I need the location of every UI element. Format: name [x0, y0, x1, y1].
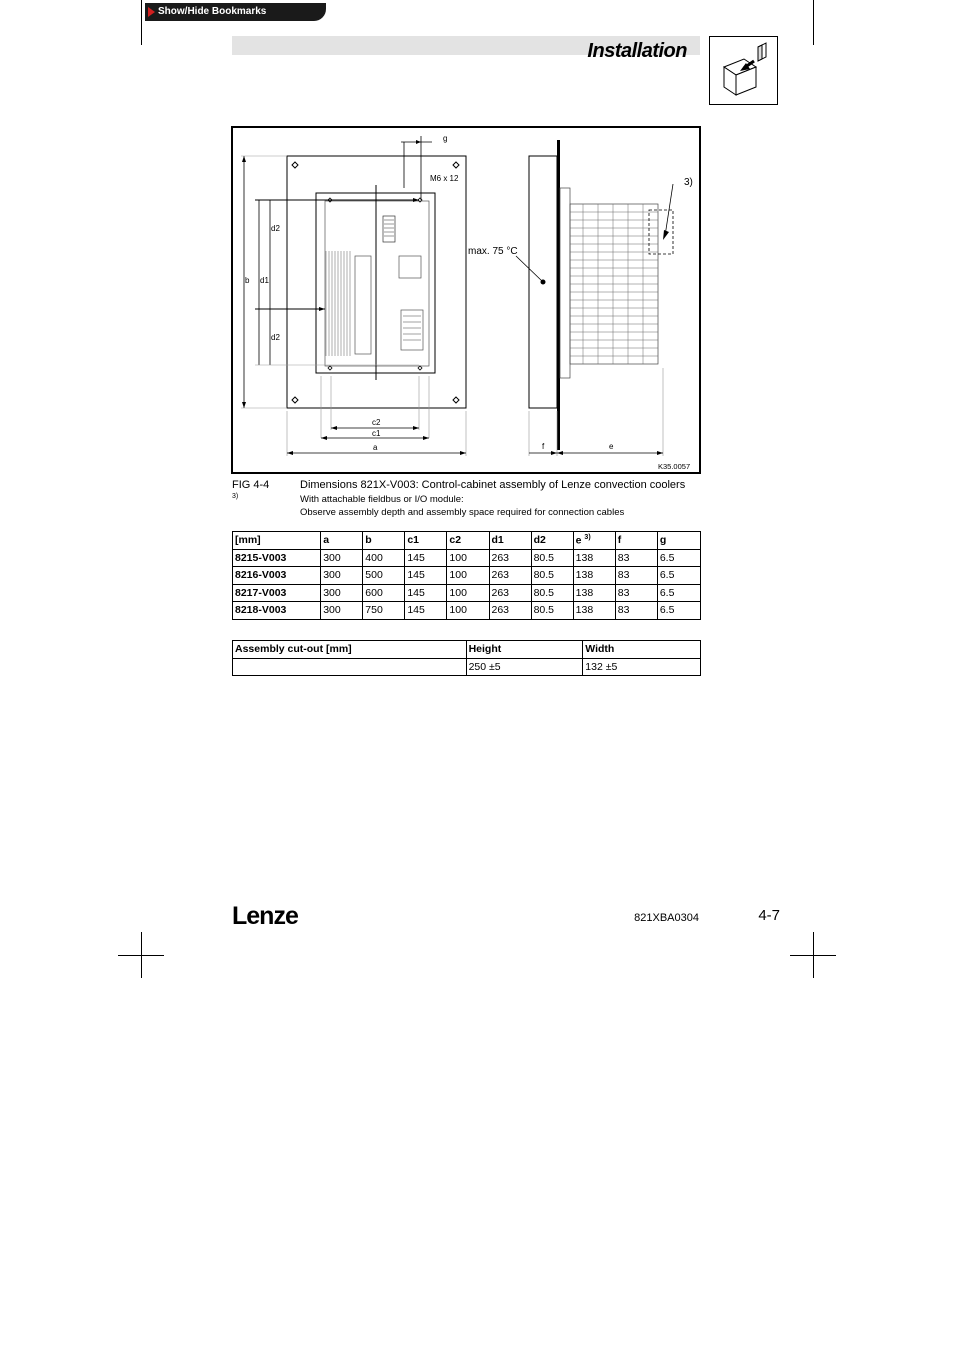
- column-header: Width: [583, 641, 701, 659]
- cutout-table: [232, 640, 701, 676]
- table-cell: 600: [363, 584, 405, 602]
- arrow-right-icon: [148, 7, 155, 17]
- crop-mark: [141, 0, 142, 45]
- column-header: Height: [466, 641, 583, 659]
- table-cell: 145: [405, 567, 447, 585]
- figure-number: FIG 4-4: [232, 479, 270, 491]
- crop-mark: [790, 955, 836, 956]
- table-cell: 263: [489, 567, 531, 585]
- table-cell: 100: [447, 549, 489, 567]
- table-header-row: [233, 532, 701, 550]
- crop-mark: [118, 955, 164, 956]
- table-cell: 300: [321, 602, 363, 620]
- table-cell: 100: [447, 567, 489, 585]
- show-hide-bookmarks-button[interactable]: [145, 3, 326, 21]
- table-cell: 145: [405, 584, 447, 602]
- table-cell: 80.5: [531, 567, 573, 585]
- table-row: [233, 567, 701, 585]
- table-cell: 83: [615, 602, 657, 620]
- table-cell: 80.5: [531, 602, 573, 620]
- page-title: Installation: [587, 40, 687, 62]
- table-cell: 300: [321, 567, 363, 585]
- row-header: 8216-V003: [233, 567, 321, 585]
- table-cell: 300: [321, 549, 363, 567]
- table-cell: 6.5: [657, 549, 700, 567]
- table-cell: 80.5: [531, 584, 573, 602]
- table-header-row: [233, 641, 701, 659]
- table-cell: 100: [447, 602, 489, 620]
- table-row: [233, 658, 701, 676]
- footnote-marker: 3): [232, 493, 239, 500]
- table-row: [233, 549, 701, 567]
- table-cell: 145: [405, 549, 447, 567]
- table-cell: 100: [447, 584, 489, 602]
- table-cell: 145: [405, 602, 447, 620]
- label-f: f: [542, 442, 545, 451]
- table-cell: 250 ±5: [466, 658, 583, 676]
- table-cell: 83: [615, 567, 657, 585]
- table-cell: 138: [573, 549, 615, 567]
- label-e: e: [609, 442, 614, 451]
- table-cell: 83: [615, 584, 657, 602]
- table-cell: 263: [489, 549, 531, 567]
- table-cell: 83: [615, 549, 657, 567]
- table-cell: 138: [573, 602, 615, 620]
- column-header: [mm]: [233, 532, 321, 550]
- footnote-line-2: Observe assembly depth and assembly space required for connection cables: [300, 507, 625, 518]
- label-a: a: [373, 443, 378, 452]
- table-cell: 263: [489, 584, 531, 602]
- table-cell: 138: [573, 567, 615, 585]
- column-header: f: [615, 532, 657, 550]
- column-header: c1: [405, 532, 447, 550]
- table-cell: 138: [573, 584, 615, 602]
- label-d2-top: d2: [271, 224, 280, 233]
- column-header: g: [657, 532, 700, 550]
- table-cell: 300: [321, 584, 363, 602]
- table-row: [233, 602, 701, 620]
- table-cell: [233, 658, 467, 676]
- label-max-temp: max. 75 °C: [468, 246, 518, 257]
- lenze-logo: Lenze: [232, 902, 298, 930]
- drawing-ref: K35.0057: [658, 462, 691, 471]
- row-header: 8217-V003: [233, 584, 321, 602]
- dimensions-table: [232, 531, 701, 620]
- row-header: 8218-V003: [233, 602, 321, 620]
- row-header: 8215-V003: [233, 549, 321, 567]
- table-cell: 400: [363, 549, 405, 567]
- table-cell: 80.5: [531, 549, 573, 567]
- table-cell: 500: [363, 567, 405, 585]
- figure-title: Dimensions 821X-V003: Control-cabinet assembly of Lenze convection coolers: [300, 479, 686, 491]
- column-header: b: [363, 532, 405, 550]
- table-cell: 132 ±5: [583, 658, 701, 676]
- table-cell: 750: [363, 602, 405, 620]
- document-code: 821XBA0304: [634, 912, 699, 924]
- label-d1: d1: [260, 276, 269, 285]
- footnote-line-1: With attachable fieldbus or I/O module:: [300, 494, 464, 505]
- label-note-3: 3): [684, 177, 693, 188]
- table-row: [233, 584, 701, 602]
- label-b: b: [245, 276, 250, 285]
- column-header: d2: [531, 532, 573, 550]
- dimension-drawing: [231, 126, 701, 474]
- bookmarks-button-label: Show/Hide Bookmarks: [158, 6, 267, 17]
- column-header-e: e $^{3)}$: [573, 532, 615, 550]
- column-header: c2: [447, 532, 489, 550]
- table-cell: 6.5: [657, 584, 700, 602]
- table-cell: 6.5: [657, 567, 700, 585]
- column-header: a: [321, 532, 363, 550]
- crop-mark: [813, 0, 814, 45]
- label-d2-bottom: d2: [271, 333, 280, 342]
- label-g: g: [443, 134, 448, 143]
- page-number: 4-7: [758, 907, 780, 924]
- column-header: Assembly cut-out [mm]: [233, 641, 467, 659]
- table-cell: 263: [489, 602, 531, 620]
- column-header: d1: [489, 532, 531, 550]
- table-cell: 6.5: [657, 602, 700, 620]
- box-install-icon: [709, 36, 778, 105]
- label-c2: c2: [372, 418, 381, 427]
- label-m6: M6 x 12: [430, 174, 459, 183]
- label-c1: c1: [372, 429, 381, 438]
